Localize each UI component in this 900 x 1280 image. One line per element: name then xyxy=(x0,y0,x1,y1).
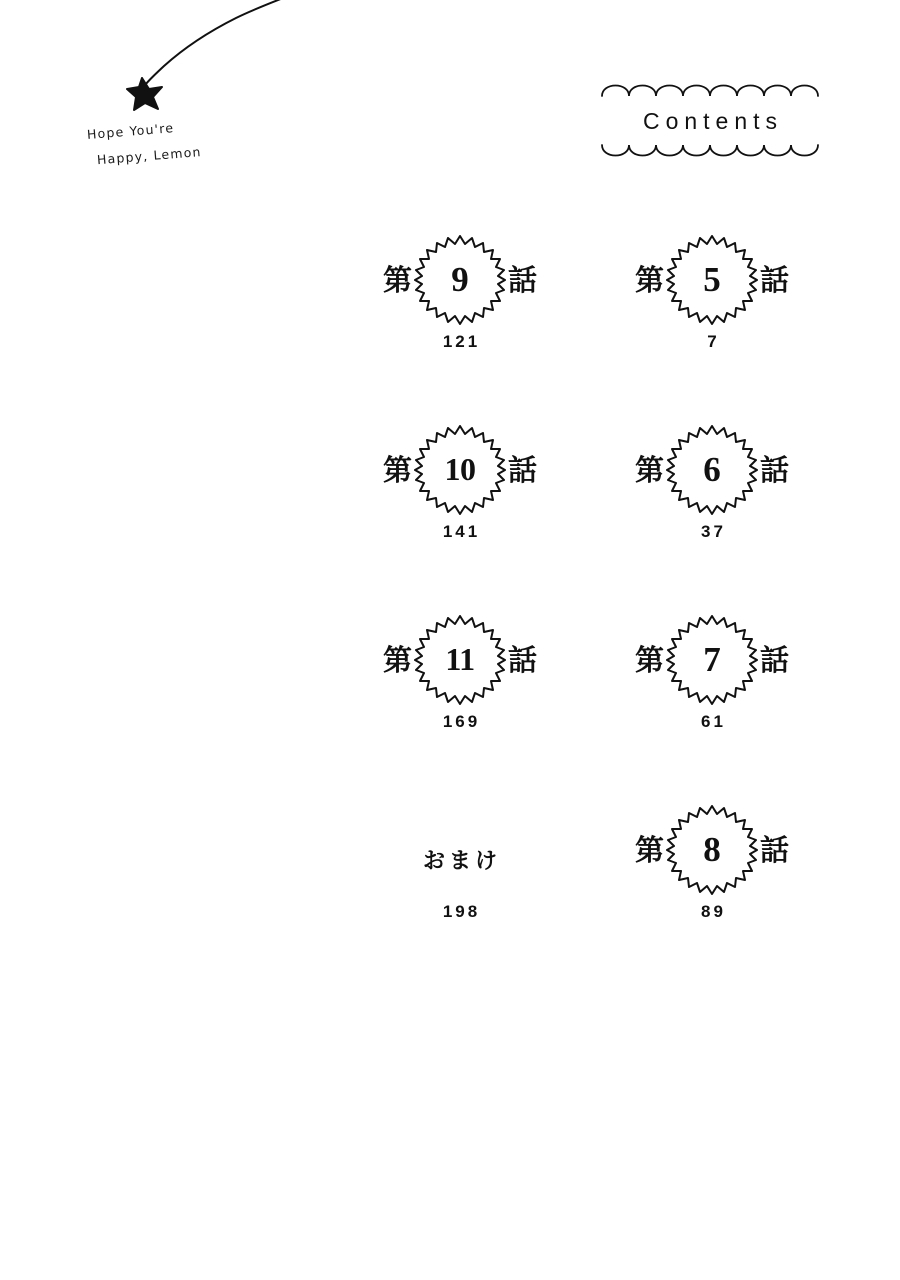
chapter-suffix: 話 xyxy=(760,832,790,867)
page-number: 121 xyxy=(442,332,481,351)
chapter-suffix: 話 xyxy=(508,642,538,677)
chapter-prefix: 第 xyxy=(634,832,664,867)
page-number: 169 xyxy=(442,712,481,731)
chapter-number: 8 xyxy=(703,829,721,869)
page-number: 141 xyxy=(442,522,481,541)
chapter-suffix: 話 xyxy=(508,452,538,487)
contents-heading xyxy=(600,78,820,163)
page-number: 37 xyxy=(701,522,726,541)
toc-entry-bonus[interactable] xyxy=(345,798,575,988)
starburst-badge xyxy=(413,613,507,707)
contents-column-left xyxy=(345,228,575,988)
chapter-prefix: 第 xyxy=(634,452,664,487)
toc-entry[interactable] xyxy=(597,228,827,418)
chapter-suffix: 話 xyxy=(508,262,538,297)
chapter-number: 5 xyxy=(703,259,721,299)
chapter-prefix: 第 xyxy=(634,262,664,297)
starburst-badge xyxy=(665,803,759,897)
chapter-suffix: 話 xyxy=(760,452,790,487)
handwritten-line-1: Hope You're xyxy=(86,120,175,142)
toc-entry[interactable] xyxy=(345,228,575,418)
chapter-prefix: 第 xyxy=(382,262,412,297)
chapter-suffix: 話 xyxy=(760,262,790,297)
starburst-badge xyxy=(413,233,507,327)
chapter-prefix: 第 xyxy=(634,642,664,677)
chapter-number: 6 xyxy=(703,449,721,489)
handwritten-note xyxy=(86,113,203,174)
chapter-number: 7 xyxy=(703,639,721,679)
page-title: Contents xyxy=(642,108,784,134)
starburst-badge xyxy=(665,613,759,707)
scallop-bottom-ornament xyxy=(600,143,820,163)
toc-entry[interactable] xyxy=(345,608,575,798)
scallop-top-ornament xyxy=(600,78,820,98)
page-number: 61 xyxy=(701,712,726,731)
chapter-prefix: 第 xyxy=(382,642,412,677)
toc-entry[interactable] xyxy=(597,798,827,988)
chapter-number: 10 xyxy=(444,451,476,487)
starburst-badge xyxy=(413,423,507,517)
bonus-label: おまけ xyxy=(422,848,501,874)
chapter-number: 11 xyxy=(445,641,475,677)
toc-entry[interactable] xyxy=(597,418,827,608)
starburst-badge xyxy=(665,233,759,327)
chapter-suffix: 話 xyxy=(760,642,790,677)
contents-column-right xyxy=(597,228,827,988)
toc-entry[interactable] xyxy=(345,418,575,608)
page-number: 7 xyxy=(707,332,720,351)
chapter-prefix: 第 xyxy=(382,452,412,487)
toc-entry[interactable] xyxy=(597,608,827,798)
page-number: 198 xyxy=(442,902,481,921)
handwritten-line-2: Happy, Lemon xyxy=(96,144,203,168)
starburst-badge xyxy=(665,423,759,517)
page-number: 89 xyxy=(701,902,726,921)
chapter-number: 9 xyxy=(451,259,469,299)
